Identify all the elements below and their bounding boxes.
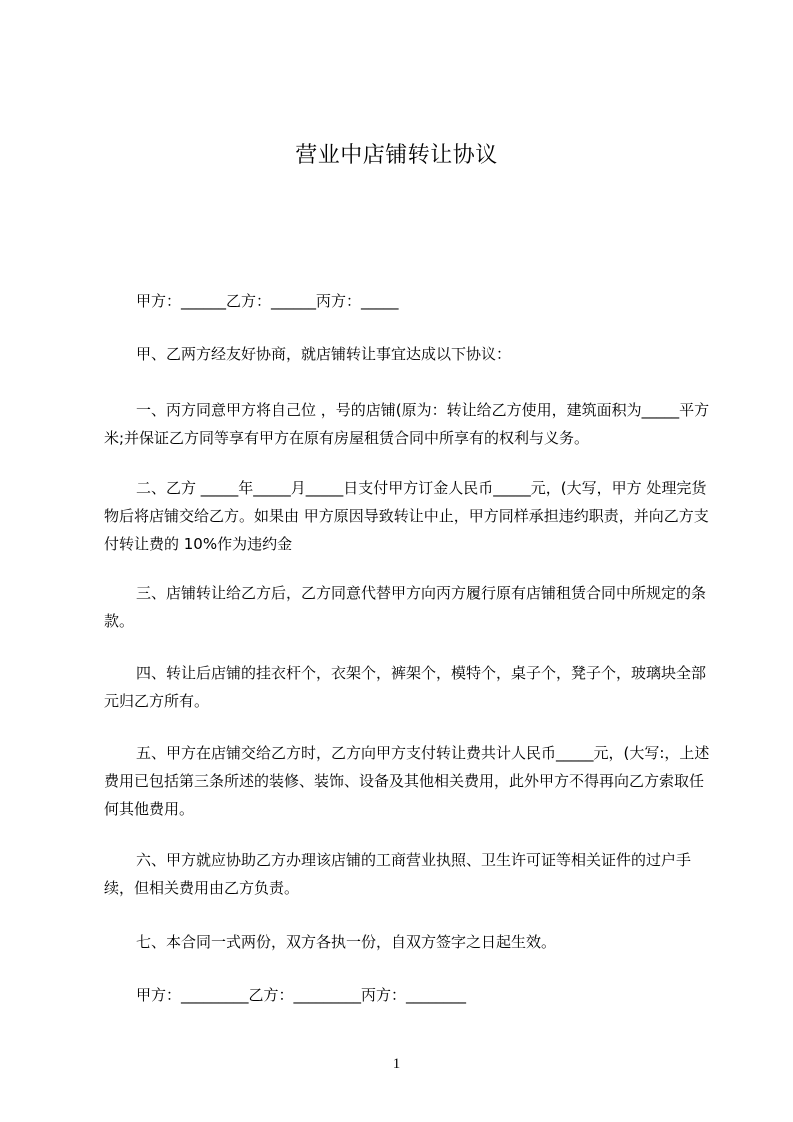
clause-6: 六、甲方就应协助乙方办理该店铺的工商营业执照、卫生许可证等相关证件的过户手续，但相关费用由乙方负责。 bbox=[104, 851, 692, 897]
intro-paragraph: 甲、乙两方经友好协商，就店铺转让事宜达成以下协议： bbox=[136, 345, 512, 363]
clause-7: 七、本合同一式两份，双方各执一份，自双方签字之日起生效。 bbox=[136, 933, 557, 951]
parties-signature-line-bottom: 甲方：_________乙方：_________丙方：________ bbox=[136, 986, 467, 1004]
page-number: 1 bbox=[392, 1056, 401, 1072]
parties-signature-line-top: 甲方：______乙方：______丙方：_____ bbox=[136, 292, 399, 310]
clause-4: 四、转让后店铺的挂衣杆个，衣架个，裤架个，模特个，桌子个，凳子个，玻璃块全部元归乙方所有。 bbox=[104, 664, 707, 710]
clause-2: 二、乙方 _____年_____月_____日支付甲方订金人民币_____元，(大写，甲方 处理完货物后将店铺交给乙方。如果由 甲方原因导致转让中止，甲方同样承担违约职责，并向乙方支付转让费的 10%作为违约金 bbox=[104, 479, 709, 553]
document-title: 营业中店铺转让协议 bbox=[295, 143, 498, 168]
clause-3: 三、店铺转让给乙方后，乙方同意代替甲方向丙方履行原有店铺租赁合同中所规定的条款。 bbox=[104, 584, 707, 630]
clause-5: 五、甲方在店铺交给乙方时，乙方向甲方支付转让费共计人民币_____元，(大写:，上述费用已包括第三条所述的装修、装饰、设备及其他相关费用，此外甲方不得再向乙方索取任何其他费用。 bbox=[104, 744, 710, 818]
clause-1: 一、丙方同意甲方将自己位 ，号的店铺(原为：转让给乙方使用，建筑面积为_____平方米;并保证乙方同等享有甲方在原有房屋租赁合同中所享有的权利与义务。 bbox=[104, 401, 710, 447]
